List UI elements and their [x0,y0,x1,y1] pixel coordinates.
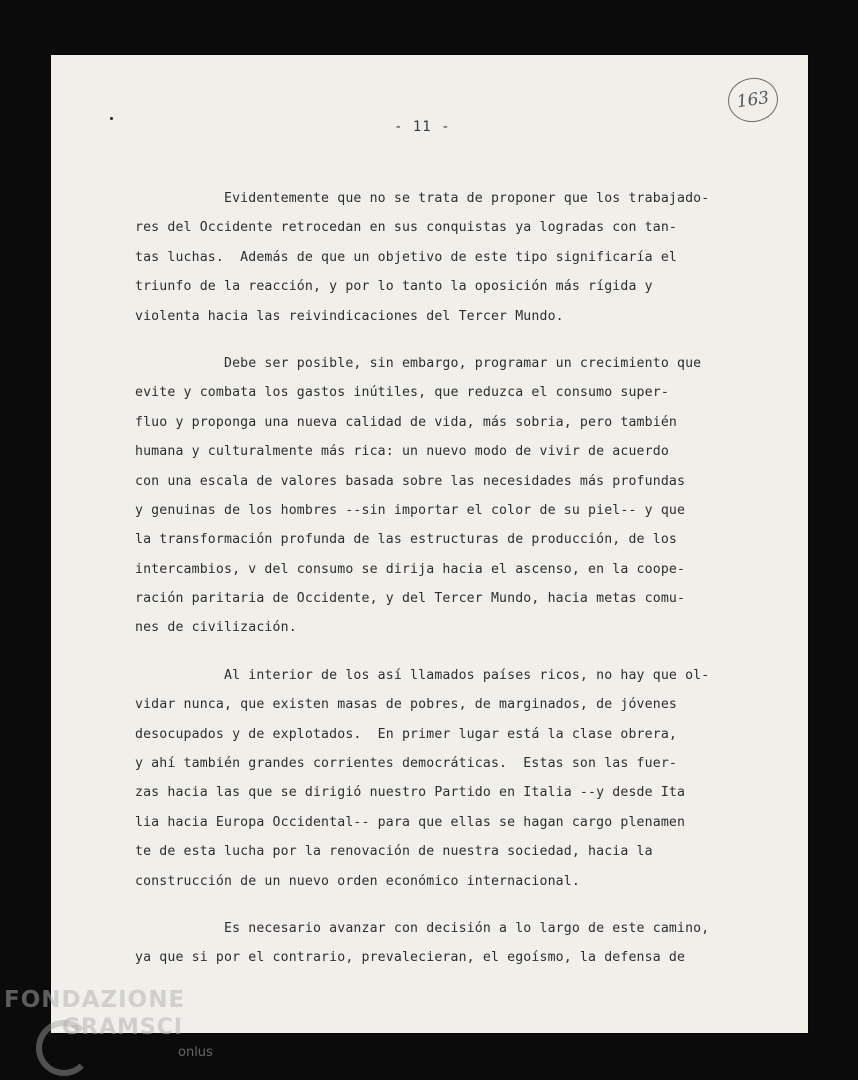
document-page [51,55,808,1033]
text-line: evite y combata los gastos inútiles, que reduzca el consumo super- [135,385,669,401]
body-text [135,184,750,991]
ink-dot [110,117,113,120]
text-line: triunfo de la reacción, y por lo tanto la oposición más rígida y [135,279,653,295]
text-line: te de esta lucha por la renovación de nuestra sociedad, hacia la [135,844,653,860]
text-line: Es necesario avanzar con decisión a lo largo de este camino, [135,920,710,936]
text-line: la transformación profunda de las estructuras de producción, de los [135,532,677,548]
folio-stamp: 163 [725,75,781,126]
text-line: construcción de un nuevo orden económico internacional. [135,873,580,889]
text-line: desocupados y de explotados. En primer lugar está la clase obrera, [135,726,677,742]
text-line: y genuinas de los hombres --sin importar el color de su piel-- y que [135,502,686,518]
text-line: tas luchas. Además de que un objetivo de este tipo significaría el [135,249,677,265]
page-number: - 11 - [394,119,451,135]
text-line: zas hacia las que se dirigió nuestro Partido en Italia --y desde Ita [135,785,686,801]
watermark-line1: FONDAZIONE [4,987,186,1013]
text-line: Evidentemente que no se trata de proponer que los trabajado- [135,191,710,206]
paragraph [135,184,750,331]
text-line: Al interior de los así llamados países ricos, no hay que ol- [135,667,710,683]
text-line: y ahí también grandes corrientes democráticas. Estas son las fuer- [135,756,677,772]
text-line: humana y culturalmente más rica: un nuevo modo de vivir de acuerdo [135,444,669,460]
paragraph [135,661,750,896]
paragraph [135,349,750,643]
paragraph [135,914,750,973]
text-line: fluo y proponga una nueva calidad de vida, más sobria, pero también [135,414,677,430]
text-line: Debe ser posible, sin embargo, programar un crecimiento que [135,355,702,371]
text-line: con una escala de valores basada sobre las necesidades más profundas [135,473,686,489]
text-line: ración paritaria de Occidente, y del Tercer Mundo, hacia metas comu- [135,591,686,607]
watermark-line2: GRAMSCI [62,1015,184,1040]
text-line: nes de civilización. [135,620,297,636]
watermark-sub: onlus [178,1045,213,1060]
text-line: lia hacia Europa Occidental-- para que ellas se hagan cargo plenamen [135,814,686,830]
text-line: res del Occidente retrocedan en sus conquistas ya logradas con tan- [135,220,677,236]
text-line: violenta hacia las reivindicaciones del Tercer Mundo. [135,308,564,324]
text-line: intercambios, v del consumo se dirija hacia el ascenso, en la coope- [135,561,686,577]
text-line: ya que si por el contrario, prevalecieran, el egoísmo, la defensa de [135,950,686,966]
text-line: vidar nunca, que existen masas de pobres, de marginados, de jóvenes [135,697,677,713]
watermark [4,986,185,1042]
